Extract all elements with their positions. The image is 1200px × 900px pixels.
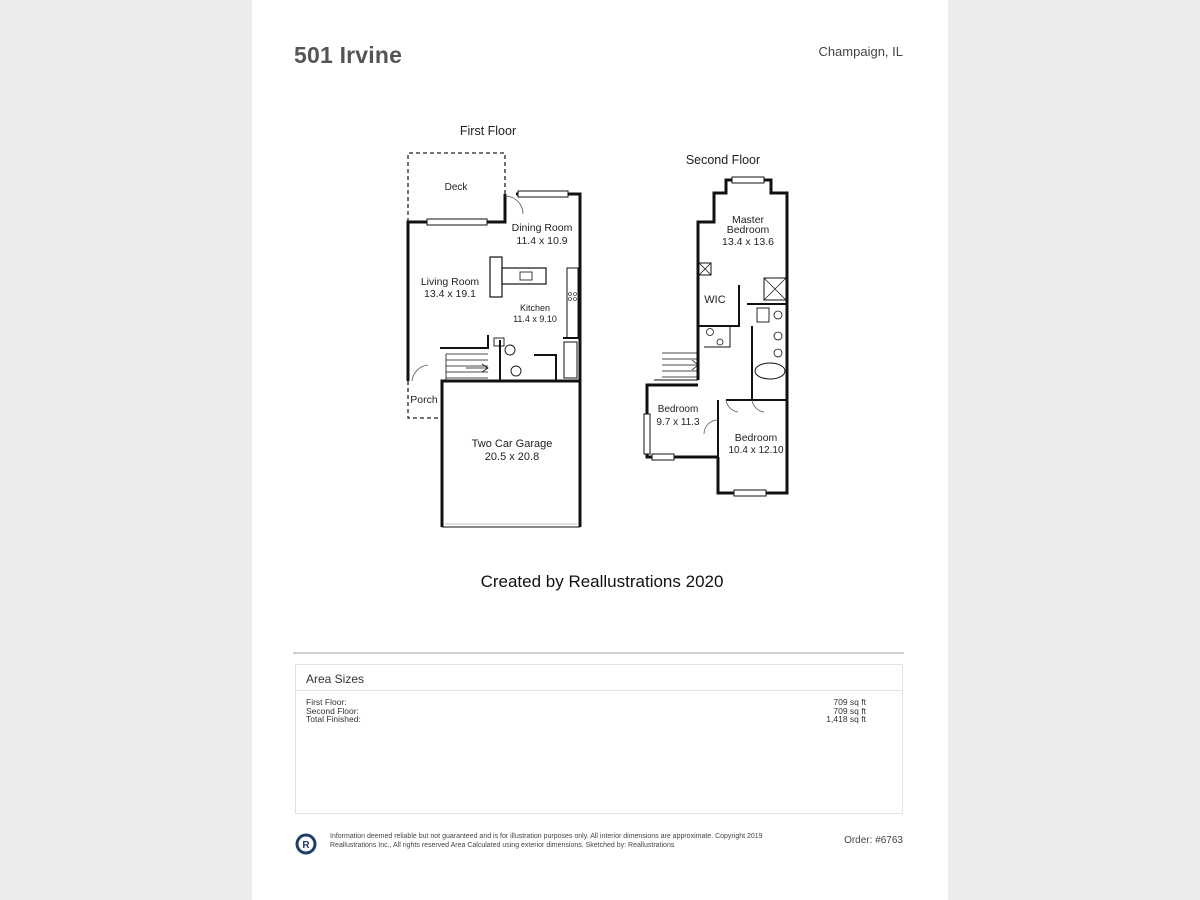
room-name-master-line2: Bedroom — [726, 224, 770, 236]
area-sizes-title: Area Sizes — [306, 672, 365, 686]
interior-wall — [534, 355, 556, 381]
kitchen-counter — [567, 268, 578, 338]
room-name-kitchen: Kitchen — [519, 303, 551, 313]
room-size-bedroom-left: 9.7 x 11.3 — [656, 417, 700, 428]
room-name-bedroom-right: Bedroom — [734, 432, 778, 444]
area-row — [306, 715, 866, 724]
kitchen-island — [502, 268, 546, 284]
window — [518, 191, 568, 197]
fridge — [564, 342, 577, 378]
area-row — [306, 698, 866, 707]
area-sizes-list — [306, 698, 866, 724]
second-floor-label: Second Floor — [685, 153, 761, 167]
room-size-bedroom-right: 10.4 x 12.10 — [728, 445, 784, 456]
interior-wall — [440, 335, 488, 348]
area-value: 1,418 sq ft — [826, 714, 866, 724]
area-sizes-panel — [295, 664, 903, 814]
room-name-bedroom-left: Bedroom — [657, 404, 699, 415]
room-name-master-line1: Master — [731, 214, 765, 226]
order-number: Order: #6763 — [844, 835, 903, 846]
area-row — [306, 707, 866, 716]
logo-letter: R — [302, 840, 310, 851]
room-name-wic: WIC — [704, 294, 726, 306]
window — [652, 454, 674, 460]
room-size-master: 13.4 x 13.6 — [722, 236, 774, 248]
area-value: 709 sq ft — [833, 697, 866, 707]
front-door-swing — [412, 365, 428, 381]
room-name-deck: Deck — [444, 182, 468, 193]
room-name-living: Living Room — [420, 276, 480, 288]
reallustrations-logo-icon — [295, 833, 317, 855]
toilet — [757, 308, 769, 322]
slider-door — [427, 219, 487, 225]
floorplan-sheet — [252, 0, 948, 900]
sink — [511, 366, 521, 376]
area-value: 709 sq ft — [833, 705, 866, 716]
disclaimer-text: Information deemed reliable but not guaranteed and is for illustration purposes only. All interior dimensions are approximate. Copyright 2019 Reallustrations Inc., All rights reserved Area Calculated using exterior dimensions. Sketched by: Reallustrations — [330, 833, 763, 849]
area-label: Second Floor: — [306, 705, 359, 716]
floorplan-drawing — [252, 0, 948, 560]
stairs — [446, 354, 488, 381]
first-floor-label: First Floor — [459, 124, 517, 138]
room-name-porch: Porch — [410, 394, 438, 406]
room-size-dining: 11.4 x 10.9 — [516, 235, 568, 247]
area-label: First Floor: — [306, 697, 347, 707]
bathtub — [755, 363, 785, 379]
divider — [296, 690, 902, 691]
window — [644, 414, 650, 454]
property-title: 501 Irvine — [294, 42, 403, 68]
door-swing — [505, 196, 523, 214]
property-location: Champaign, IL — [818, 44, 903, 59]
credit-line: Created by Reallustrations 2020 — [480, 572, 724, 591]
stairs — [662, 353, 698, 377]
window — [732, 177, 764, 183]
area-label: Total Finished: — [306, 714, 361, 724]
room-size-living: 13.4 x 19.1 — [424, 288, 476, 300]
room-name-dining: Dining Room — [511, 222, 573, 234]
room-size-garage: 20.5 x 20.8 — [484, 451, 540, 463]
first-floor-plan — [408, 153, 580, 527]
room-size-kitchen: 11.4 x 9.10 — [513, 314, 557, 324]
divider — [293, 652, 904, 654]
room-name-garage: Two Car Garage — [471, 438, 553, 450]
toilet — [505, 345, 515, 355]
window — [734, 490, 766, 496]
pantry — [490, 257, 502, 297]
